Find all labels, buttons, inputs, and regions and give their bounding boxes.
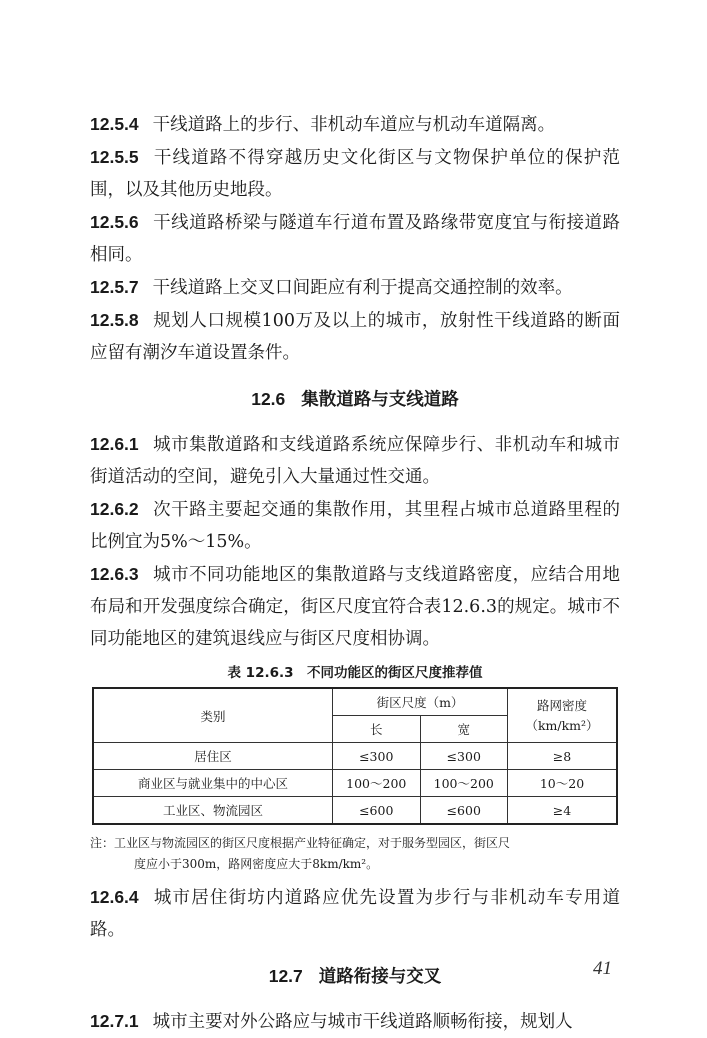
clause-text: 干线道路桥梁与隧道车行道布置及路缘带宽度宜与衔接道路相同。 bbox=[90, 213, 620, 265]
clause-text: 城市主要对外公路应与城市干线道路顺畅衔接，规划人 bbox=[152, 1012, 573, 1032]
header-block-size: 街区尺度（m） bbox=[333, 688, 508, 716]
clause-number: 12.5.8 bbox=[90, 310, 139, 330]
clause-text: 规划人口规模100万及以上的城市，放射性干线道路的断面应留有潮汐车道设置条件。 bbox=[90, 311, 620, 363]
section-number: 12.7 bbox=[268, 966, 303, 986]
header-density-label: 路网密度 bbox=[536, 697, 587, 713]
header-density bbox=[508, 688, 618, 743]
table-row bbox=[93, 743, 617, 770]
clause-number: 12.6.2 bbox=[90, 499, 139, 519]
cell-width: ≤300 bbox=[420, 743, 508, 770]
cell-density: ≥4 bbox=[508, 797, 618, 825]
page-number: 41 bbox=[593, 958, 612, 979]
clause-number: 12.5.7 bbox=[90, 277, 139, 297]
clause-12-5-8 bbox=[90, 304, 620, 369]
header-length: 长 bbox=[333, 716, 421, 743]
cell-category: 居住区 bbox=[93, 743, 333, 770]
table-note-line1: 注：工业区与物流园区的街区尺度根据产业特征确定，对于服务型园区，街区尺 bbox=[90, 836, 511, 850]
cell-width: 100～200 bbox=[420, 770, 508, 797]
section-heading-12-7 bbox=[90, 960, 620, 993]
section-number: 12.6 bbox=[251, 389, 286, 409]
cell-length: ≤300 bbox=[333, 743, 421, 770]
clause-12-6-1 bbox=[90, 428, 620, 493]
cell-density: ≥8 bbox=[508, 743, 618, 770]
clause-text: 干线道路上的步行、非机动车道应与机动车道隔离。 bbox=[152, 115, 556, 135]
table-header-row bbox=[93, 688, 617, 716]
clause-text: 城市居住街坊内道路应优先设置为步行与非机动车专用道路。 bbox=[90, 888, 620, 940]
cell-category: 商业区与就业集中的中心区 bbox=[93, 770, 333, 797]
clause-12-6-3 bbox=[90, 558, 620, 655]
table-title: 表 12.6.3 不同功能区的街区尺度推荐值 bbox=[227, 665, 483, 681]
clause-12-5-7 bbox=[90, 271, 620, 304]
header-category: 类别 bbox=[93, 688, 333, 743]
clause-text: 城市集散道路和支线道路系统应保障步行、非机动车和城市街道活动的空间，避免引入大量通过性交通。 bbox=[90, 435, 620, 487]
cell-width: ≤600 bbox=[420, 797, 508, 825]
table-row bbox=[93, 797, 617, 825]
page-content bbox=[90, 108, 620, 1038]
cell-length: ≤600 bbox=[333, 797, 421, 825]
table-note-line2: 度应小于300m，路网密度应大于8km/km²。 bbox=[134, 857, 379, 871]
clause-12-7-1 bbox=[90, 1005, 620, 1038]
clause-12-5-5 bbox=[90, 141, 620, 206]
clause-text: 干线道路上交叉口间距应有利于提高交通控制的效率。 bbox=[152, 278, 573, 298]
clause-text: 次干路主要起交通的集散作用，其里程占城市总道路里程的比例宜为5%～15%。 bbox=[90, 500, 620, 552]
clause-number: 12.7.1 bbox=[90, 1011, 139, 1031]
clause-text: 干线道路不得穿越历史文化街区与文物保护单位的保护范围，以及其他历史地段。 bbox=[90, 148, 620, 200]
table-row bbox=[93, 770, 617, 797]
clause-12-5-6 bbox=[90, 206, 620, 271]
clause-12-6-4 bbox=[90, 881, 620, 946]
section-heading-12-6 bbox=[90, 383, 620, 416]
cell-density: 10～20 bbox=[508, 770, 618, 797]
clause-text: 城市不同功能地区的集散道路与支线道路密度，应结合用地布局和开发强度综合确定，街区尺度宜符合表12.6.3的规定。城市不同功能地区的建筑退线应与街区尺度相协调。 bbox=[90, 565, 620, 649]
header-density-unit: （km/km²） bbox=[525, 717, 599, 733]
clause-number: 12.5.4 bbox=[90, 114, 139, 134]
clause-12-6-2 bbox=[90, 493, 620, 558]
header-width: 宽 bbox=[420, 716, 508, 743]
clause-12-5-4 bbox=[90, 108, 620, 141]
clause-number: 12.5.5 bbox=[90, 147, 139, 167]
cell-length: 100～200 bbox=[333, 770, 421, 797]
clause-number: 12.6.4 bbox=[90, 887, 139, 907]
table-note bbox=[90, 833, 620, 875]
clause-number: 12.6.1 bbox=[90, 434, 139, 454]
section-title: 集散道路与支线道路 bbox=[301, 390, 459, 410]
cell-category: 工业区、物流园区 bbox=[93, 797, 333, 825]
block-size-table bbox=[92, 687, 618, 825]
clause-number: 12.5.6 bbox=[90, 212, 139, 232]
clause-number: 12.6.3 bbox=[90, 564, 139, 584]
section-title: 道路衔接与交叉 bbox=[318, 967, 442, 987]
